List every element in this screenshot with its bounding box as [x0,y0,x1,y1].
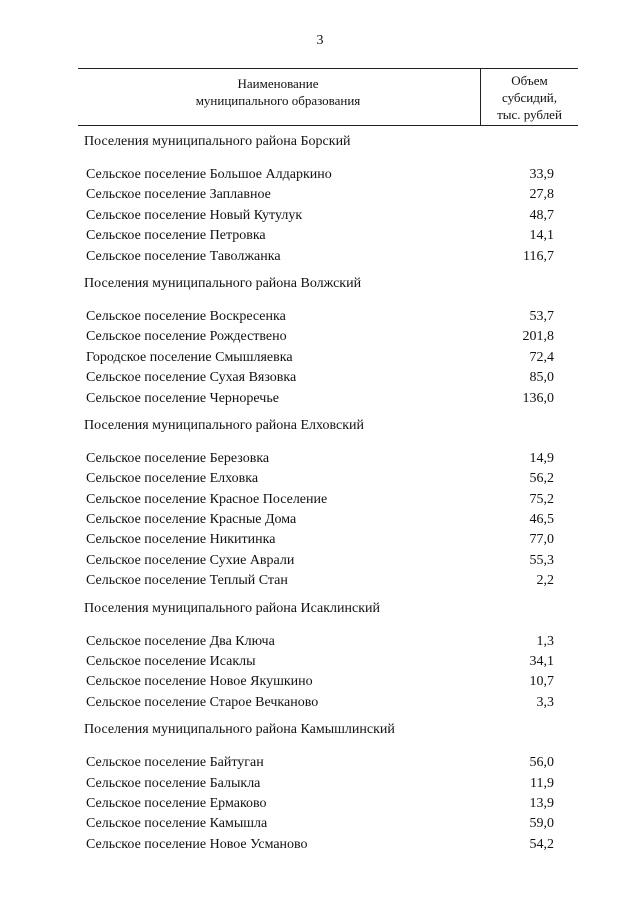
subsidy-value: 56,2 [529,471,554,487]
district-group [84,598,554,714]
table-row [84,449,554,469]
settlement-name: Сельское поселение Сухая Вязовка [86,370,297,386]
settlement-name: Сельское поселение Исаклы [86,654,256,670]
district-group [84,719,554,855]
settlement-name: Сельское поселение Черноречье [86,390,279,406]
header-value-line: Объем [511,73,548,88]
subsidy-value: 72,4 [529,349,554,365]
subsidy-value: 201,8 [522,329,554,345]
table-row [84,835,554,855]
table-row [84,672,554,692]
table-row [84,307,554,327]
settlement-name: Сельское поселение Воскресенка [86,308,286,324]
table-row [84,247,554,267]
settlement-name: Сельское поселение Красное Поселение [86,491,328,507]
subsidy-value: 54,2 [529,836,554,852]
settlement-name: Сельское поселение Два Ключа [86,633,275,649]
table-row [84,571,554,591]
settlement-name: Сельское поселение Большое Алдаркино [86,167,332,182]
table-row [84,490,554,510]
subsidy-value: 13,9 [529,795,554,811]
district-group [84,415,554,592]
settlement-name: Сельское поселение Новое Усманово [86,836,308,852]
subsidy-value: 1,3 [536,633,554,649]
settlement-name: Сельское поселение Байтуган [86,755,264,771]
district-group-title: Поселения муниципального района Камышлинский [84,722,395,738]
settlement-name: Сельское поселение Ермаково [86,795,267,811]
subsidy-value: 53,7 [529,308,554,324]
settlement-name: Сельское поселение Рождествено [86,329,287,345]
table-row [84,753,554,773]
subsidy-value: 33,9 [529,167,554,182]
subsidy-value: 46,5 [529,512,554,528]
subsidy-value: 48,7 [529,207,554,223]
settlement-name: Сельское поселение Балыкла [86,775,261,791]
settlement-name: Сельское поселение Камышла [86,816,268,832]
table-row [84,774,554,794]
subsidy-value: 11,9 [530,775,554,791]
table-row [84,206,554,226]
table-row [84,226,554,246]
subsidy-value: 59,0 [529,816,554,832]
settlement-name: Сельское поселение Красные Дома [86,512,297,528]
table-row [84,632,554,652]
header-name-column [78,75,478,109]
subsidy-value: 55,3 [529,552,554,568]
subsidy-value: 34,1 [529,654,554,670]
settlement-name: Сельское поселение Елховка [86,471,259,487]
settlement-name: Сельское поселение Петровка [86,228,266,244]
table-header [78,68,578,126]
table-row [84,185,554,205]
table-row [84,652,554,672]
page-number: 3 [316,33,324,48]
table-row [84,814,554,834]
district-group-title: Поселения муниципального района Елховский [84,417,365,433]
settlement-name: Сельское поселение Березовка [86,450,270,466]
settlement-name: Сельское поселение Никитинка [86,532,276,548]
subsidy-value: 85,0 [529,370,554,386]
subsidy-value: 116,7 [523,248,554,264]
settlement-name: Сельское поселение Старое Вечканово [86,694,319,710]
header-value-line: тыс. рублей [497,107,562,122]
table-row [84,165,554,185]
subsidy-value: 3,3 [536,694,554,710]
table-row [84,469,554,489]
settlement-name: Сельское поселение Сухие Аврали [86,552,295,568]
settlement-name: Сельское поселение Новое Якушкино [86,674,313,690]
table-row [84,368,554,388]
table-row [84,530,554,550]
header-name-line: муниципального образования [195,93,361,108]
header-value-column [481,72,578,123]
subsidy-value: 2,2 [536,573,554,589]
subsidy-value: 136,0 [522,390,554,406]
subsidy-value: 56,0 [529,755,554,771]
table-row [84,693,554,713]
district-group [84,273,554,409]
subsidy-value: 14,9 [529,450,554,466]
settlement-name: Сельское поселение Заплавное [86,187,271,203]
district-group [84,131,554,267]
settlement-name: Сельское поселение Новый Кутулук [86,207,303,223]
header-name-line: Наименование [237,76,319,91]
table-row [84,794,554,814]
header-value-line: субсидий, [501,90,558,105]
district-group-title: Поселения муниципального района Исаклинский [84,600,380,616]
settlement-name: Городское поселение Смышляевка [86,349,293,365]
settlement-name: Сельское поселение Теплый Стан [86,573,288,589]
table-body [84,131,554,855]
subsidy-value: 14,1 [529,228,554,244]
subsidy-value: 75,2 [529,491,554,507]
district-group-title: Поселения муниципального района Борский [84,134,351,149]
table-row [84,348,554,368]
table-row [84,327,554,347]
subsidy-value: 10,7 [529,674,554,690]
subsidy-value: 27,8 [529,187,554,203]
district-group-title: Поселения муниципального района Волжский [84,275,362,291]
table-row [84,389,554,409]
table-row [84,510,554,530]
subsidy-value: 77,0 [529,532,554,548]
table-row [84,551,554,571]
settlement-name: Сельское поселение Таволжанка [86,248,281,264]
